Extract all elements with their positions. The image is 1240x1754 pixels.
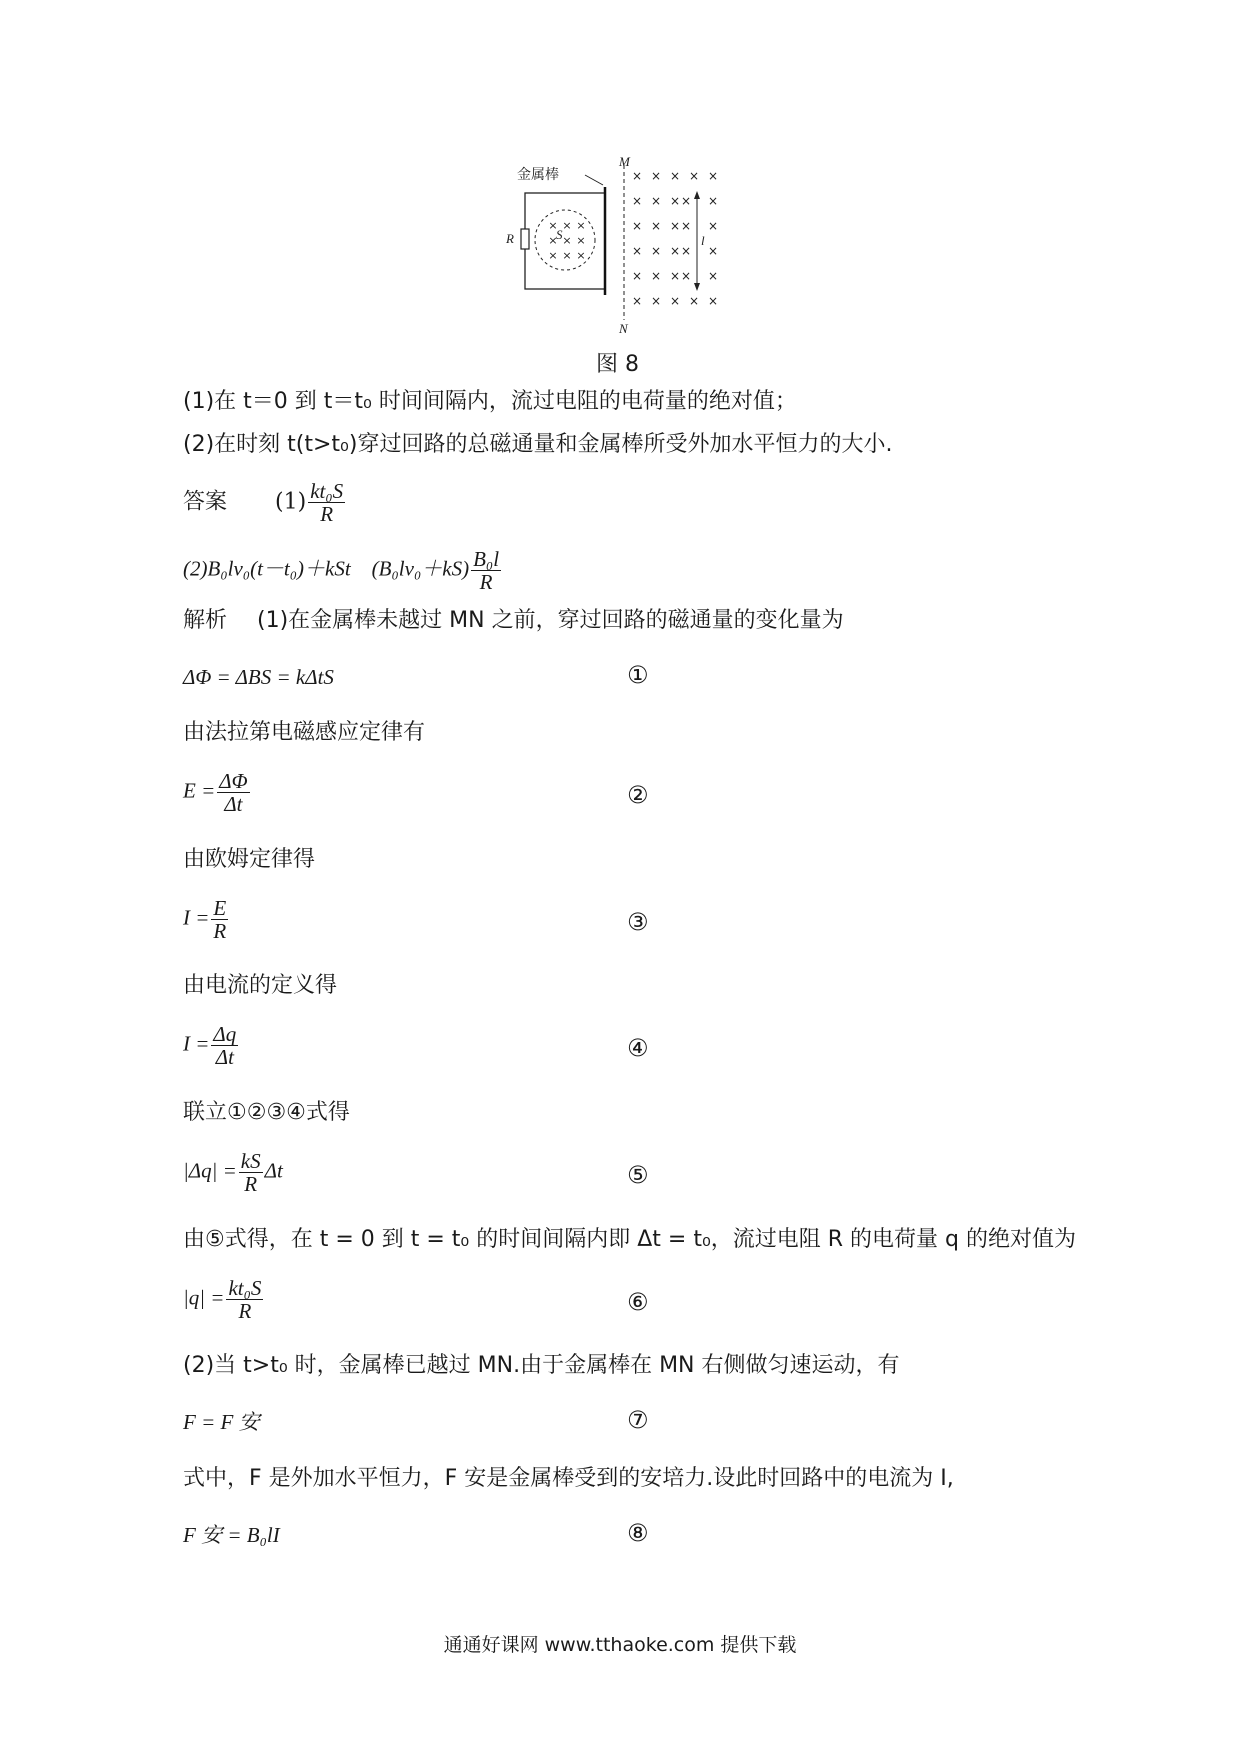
analysis-text-8: 式中，F 是外加水平恒力，F 安是金属棒受到的安培力.设此时回路中的电流为 I, (183, 1466, 954, 1491)
equation-6-lhs: |q| = (183, 1285, 225, 1310)
svg-text:×: × (562, 249, 572, 262)
equation-3-number: ③ (627, 908, 649, 936)
answer-label: 答案 (183, 489, 228, 515)
svg-text:×: × (680, 219, 692, 233)
svg-text:×: × (707, 294, 719, 308)
analysis-text-5: 联立①②③④式得 (183, 1100, 350, 1125)
equation-3-lhs: I = (183, 905, 210, 930)
equation-2-fraction (217, 770, 249, 815)
svg-text:×: × (688, 169, 700, 183)
answer-2-text: (2)B₀lv₀(t－t₀)＋kSt (B₀lv₀＋kS) (183, 556, 470, 581)
equation-8-number: ⑧ (627, 1519, 649, 1547)
circle-field-crosses (548, 219, 585, 262)
equation-2 (183, 770, 252, 815)
svg-text:×: × (631, 194, 643, 208)
analysis-text-4: 由电流的定义得 (183, 973, 338, 998)
svg-text:×: × (650, 219, 662, 233)
equation-5-lhs: |Δq| = (183, 1158, 237, 1183)
svg-text:×: × (548, 249, 558, 262)
equation-6 (183, 1277, 265, 1322)
equation-3 (183, 897, 230, 942)
equation-4-numerator: Δq (213, 1022, 237, 1046)
answer-1-denominator: R (320, 502, 334, 526)
equation-2-number: ② (627, 781, 649, 809)
equation-6-denominator: R (238, 1299, 252, 1323)
answer-2-numerator: B₀l (473, 547, 500, 571)
svg-text:×: × (669, 169, 681, 183)
svg-text:×: × (680, 269, 692, 283)
answer-1-prefix: (1) (275, 489, 307, 515)
svg-text:×: × (707, 169, 719, 183)
svg-text:×: × (576, 219, 586, 232)
svg-text:×: × (562, 219, 572, 232)
svg-text:×: × (650, 269, 662, 283)
equation-4-lhs: I = (183, 1031, 210, 1056)
analysis-text-3: 由欧姆定律得 (183, 847, 316, 872)
equation-4-number: ④ (627, 1034, 649, 1062)
arrow-head-top (694, 191, 700, 199)
equation-5 (183, 1150, 283, 1195)
svg-text:×: × (707, 269, 719, 283)
answer-2-fraction (471, 548, 501, 593)
rod-label: 金属棒 (517, 167, 559, 183)
svg-text:×: × (548, 234, 558, 247)
svg-text:×: × (669, 244, 681, 258)
analysis-text-6: 由⑤式得，在 t = 0 到 t = t₀ 的时间间隔内即 Δt = t₀，流过电阻 R 的电荷量 q 的绝对值为 (183, 1227, 1076, 1252)
question-2: (2)在时刻 t(t>t₀)穿过回路的总磁通量和金属棒所受外加水平恒力的大小. (183, 432, 893, 457)
svg-text:×: × (707, 194, 719, 208)
svg-text:×: × (669, 269, 681, 283)
resistor (521, 229, 529, 249)
equation-6-numerator: kt₀S (228, 1276, 262, 1300)
svg-text:×: × (650, 194, 662, 208)
svg-text:×: × (650, 294, 662, 308)
equation-5-number: ⑤ (627, 1161, 649, 1189)
answer-line-2 (183, 548, 503, 593)
equation-7: F = F 安 (183, 1410, 260, 1434)
rod-pointer (585, 175, 603, 185)
s-label: S (556, 227, 563, 242)
m-label: M (619, 154, 630, 169)
figure-8-diagram (506, 154, 740, 336)
analysis-text-2: 由法拉第电磁感应定律有 (183, 720, 426, 745)
equation-4 (183, 1023, 240, 1068)
svg-text:×: × (650, 169, 662, 183)
svg-text:×: × (631, 169, 643, 183)
svg-text:×: × (669, 294, 681, 308)
svg-text:×: × (576, 249, 586, 262)
equation-5-denominator: R (244, 1172, 258, 1196)
equation-2-numerator: ΔΦ (219, 769, 248, 793)
answer-line-1 (183, 480, 347, 525)
equation-1-number: ① (627, 661, 649, 689)
equation-1: ΔΦ = ΔBS = kΔtS (183, 665, 334, 689)
equation-6-number: ⑥ (627, 1288, 649, 1316)
equation-3-numerator: E (213, 896, 227, 920)
equation-2-lhs: E = (183, 778, 216, 803)
equation-5-numerator: kS (240, 1149, 261, 1173)
question-1: (1)在 t＝0 到 t＝t₀ 时间间隔内，流过电阻的电荷量的绝对值； (183, 389, 797, 414)
svg-text:×: × (669, 194, 681, 208)
equation-8: F 安 = B₀lI (183, 1523, 280, 1547)
svg-text:×: × (707, 219, 719, 233)
right-field-crosses (632, 169, 718, 308)
equation-5-fraction (239, 1150, 263, 1195)
svg-text:×: × (680, 244, 692, 258)
analysis-label: 解析 (183, 608, 228, 633)
svg-text:×: × (631, 244, 643, 258)
equation-2-denominator: Δt (224, 792, 243, 816)
svg-text:×: × (631, 294, 643, 308)
svg-text:×: × (548, 219, 558, 232)
l-label: l (701, 233, 705, 248)
equation-6-fraction (226, 1277, 263, 1322)
svg-text:×: × (631, 219, 643, 233)
figure-caption: 图 8 (596, 352, 639, 377)
equation-4-fraction (211, 1023, 238, 1068)
page-footer: 通通好课网 www.tthaoke.com 提供下载 (443, 1634, 797, 1656)
r-label: R (506, 231, 514, 246)
equation-3-fraction (211, 897, 228, 942)
equation-5-tail: Δt (264, 1158, 283, 1183)
svg-text:×: × (576, 234, 586, 247)
svg-text:×: × (650, 244, 662, 258)
svg-text:×: × (688, 294, 700, 308)
equation-4-denominator: Δt (215, 1045, 234, 1069)
svg-text:×: × (631, 269, 643, 283)
analysis-text-7: (2)当 t>t₀ 时，金属棒已越过 MN.由于金属棒在 MN 右侧做匀速运动，有 (183, 1353, 900, 1378)
n-label: N (619, 321, 628, 336)
answer-2-denominator: R (479, 570, 493, 594)
equation-7-number: ⑦ (627, 1406, 649, 1434)
svg-text:×: × (707, 244, 719, 258)
equation-3-denominator: R (213, 919, 227, 943)
answer-1-numerator: kt₀S (310, 479, 344, 503)
svg-text:×: × (680, 194, 692, 208)
arrow-head-bottom (694, 283, 700, 291)
analysis-intro-line (183, 606, 844, 636)
svg-text:×: × (562, 234, 572, 247)
svg-text:×: × (669, 219, 681, 233)
answer-1-fraction (308, 480, 345, 525)
analysis-intro: (1)在金属棒未越过 MN 之前，穿过回路的磁通量的变化量为 (257, 608, 844, 633)
